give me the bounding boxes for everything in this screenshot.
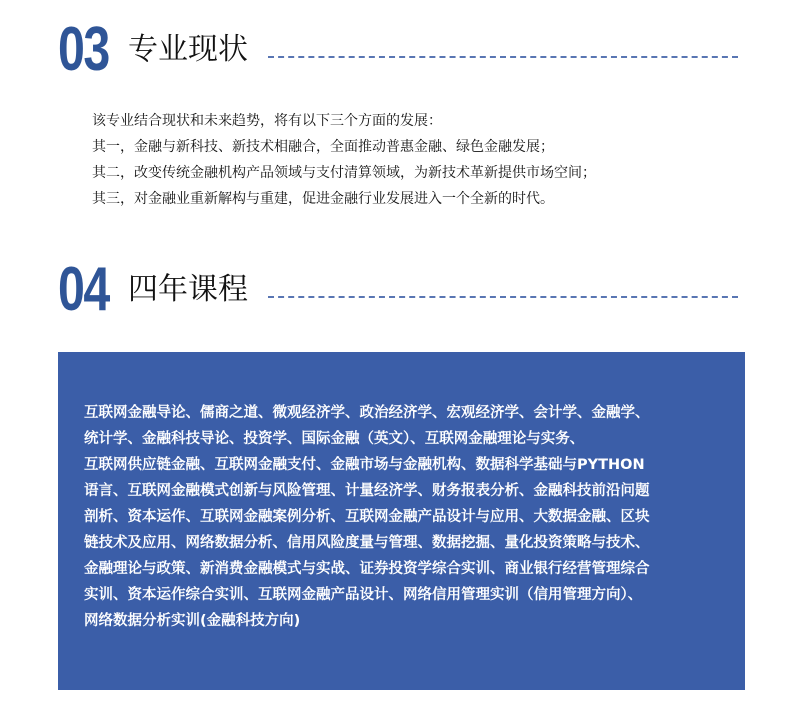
- section-title: 专业现状: [128, 32, 248, 67]
- course-panel: [58, 352, 745, 690]
- course-line: 互联网金融导论、儒商之道、微观经济学、政治经济学、宏观经济学、会计学、金融学、: [84, 405, 650, 421]
- course-list: [84, 400, 728, 634]
- course-line: 剖析、资本运作、互联网金融案例分析、互联网金融产品设计与应用、大数据金融、区块: [84, 509, 650, 525]
- section-number: 03: [58, 15, 109, 84]
- course-line: 统计学、金融科技导论、投资学、国际金融（英文）、互联网金融理论与实务、: [84, 431, 585, 447]
- status-line: 其一，金融与新科技、新技术相融合，全面推动普惠金融、绿色金融发展；: [92, 139, 554, 155]
- course-line: 链技术及应用、网络数据分析、信用风险度量与管理、数据挖掘、量化投资策略与技术、: [84, 535, 650, 551]
- course-line: 语言、互联网金融模式创新与风险管理、计量经济学、财务报表分析、金融科技前沿问题: [84, 483, 650, 499]
- dashed-divider: [268, 56, 738, 58]
- section-title: 四年课程: [128, 272, 248, 307]
- section-header-status: [58, 15, 738, 84]
- course-line: 实训、资本运作综合实训、互联网金融产品设计、网络信用管理实训（信用管理方向）、: [84, 587, 643, 603]
- status-line: 其二，改变传统金融机构产品领域与支付清算领域，为新技术革新提供市场空间；: [92, 165, 596, 181]
- status-paragraph: [92, 108, 732, 212]
- status-line: 其三，对金融业重新解构与重建，促进金融行业发展进入一个全新的时代。: [92, 191, 554, 207]
- course-line: 网络数据分析实训(金融科技方向): [84, 613, 301, 629]
- section-number: 04: [58, 255, 109, 324]
- status-line: 该专业结合现状和未来趋势，将有以下三个方面的发展：: [92, 113, 442, 129]
- course-line: 金融理论与政策、新消费金融模式与实战、证券投资学综合实训、商业银行经营管理综合: [84, 561, 650, 577]
- course-line: 互联网供应链金融、互联网金融支付、金融市场与金融机构、数据科学基础与PYTHON: [84, 457, 645, 473]
- dashed-divider: [268, 296, 738, 298]
- section-header-courses: [58, 255, 738, 324]
